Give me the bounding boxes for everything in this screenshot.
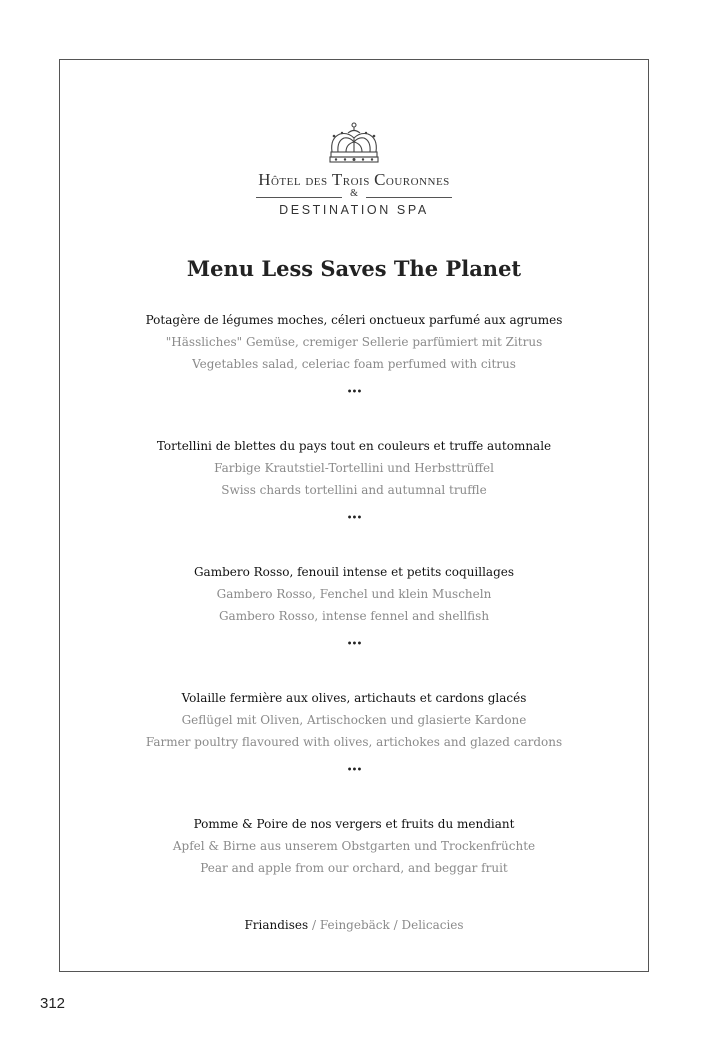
hotel-name-initial: T [331, 170, 343, 189]
course-item [60, 309, 648, 435]
friandises-slash: / [308, 918, 320, 932]
course-name-fr: Volaille fermière aux olives, artichauts et cardons glacés [181, 691, 527, 705]
course-item [60, 435, 648, 561]
course-item [60, 687, 648, 813]
course-separator: ••• [346, 639, 362, 650]
course-name-de: Farbige Krautstiel-Tortellini und Herbsttrüffel [214, 461, 494, 475]
course-name-fr: Pomme & Poire de nos vergers et fruits du mendiant [193, 817, 515, 831]
course-name-de: Apfel & Birne aus unserem Obstgarten und Trockenfrüchte [172, 839, 536, 853]
friandises-slash: / [389, 918, 402, 932]
hotel-logo [60, 122, 648, 217]
course-separator: ••• [346, 765, 362, 776]
page-number: 312 [40, 995, 66, 1012]
course-name-en: Pear and apple from our orchard, and beggar fruit [200, 861, 508, 875]
course-name-de: "Hässliches" Gemüse, cremiger Sellerie parfümiert mit Zitrus [165, 335, 543, 349]
hotel-name-part: ôtel des [270, 173, 332, 189]
menu-title: Menu Less Saves The Planet [186, 256, 522, 281]
friandises-en: Delicacies [401, 918, 464, 932]
course-list [60, 309, 648, 939]
course-item [60, 561, 648, 687]
divider-line [366, 197, 452, 198]
course-name-fr: Tortellini de blettes du pays tout en couleurs et truffe automnale [156, 439, 552, 453]
course-name-de: Geflügel mit Oliven, Artischocken und glasierte Kardone [181, 713, 527, 727]
spa-name: DESTINATION SPA [279, 203, 429, 217]
course-name-fr: Potagère de légumes moches, céleri onctueux parfumé aux agrumes [145, 313, 563, 327]
course-name-de: Gambero Rosso, Fenchel und klein Muscheln [216, 587, 492, 601]
course-name-en: Farmer poultry flavoured with olives, artichokes and glazed cardons [145, 735, 563, 749]
course-name-en: Vegetables salad, celeriac foam perfumed with citrus [192, 357, 516, 371]
course-name-en: Gambero Rosso, intense fennel and shellfish [218, 609, 490, 623]
course-name-fr: Gambero Rosso, fenouil intense et petits coquillages [193, 565, 515, 579]
friandises-line [60, 918, 648, 932]
friandises-de: Feingebäck [319, 918, 390, 932]
friandises-fr: Friandises [244, 918, 309, 932]
ampersand: & [350, 188, 358, 199]
course-name-en: Swiss chards tortellini and autumnal truffle [221, 483, 487, 497]
hotel-name-initial: H [258, 170, 271, 189]
hotel-name-initial: C [374, 170, 386, 189]
crown-icon [326, 122, 382, 164]
hotel-name [60, 170, 648, 190]
menu-card [59, 59, 649, 972]
course-separator: ••• [346, 513, 362, 524]
hotel-name-part: ouronnes [385, 173, 450, 189]
hotel-name-part: rois [342, 173, 375, 189]
ampersand-divider [256, 188, 452, 201]
course-separator: ••• [346, 387, 362, 398]
